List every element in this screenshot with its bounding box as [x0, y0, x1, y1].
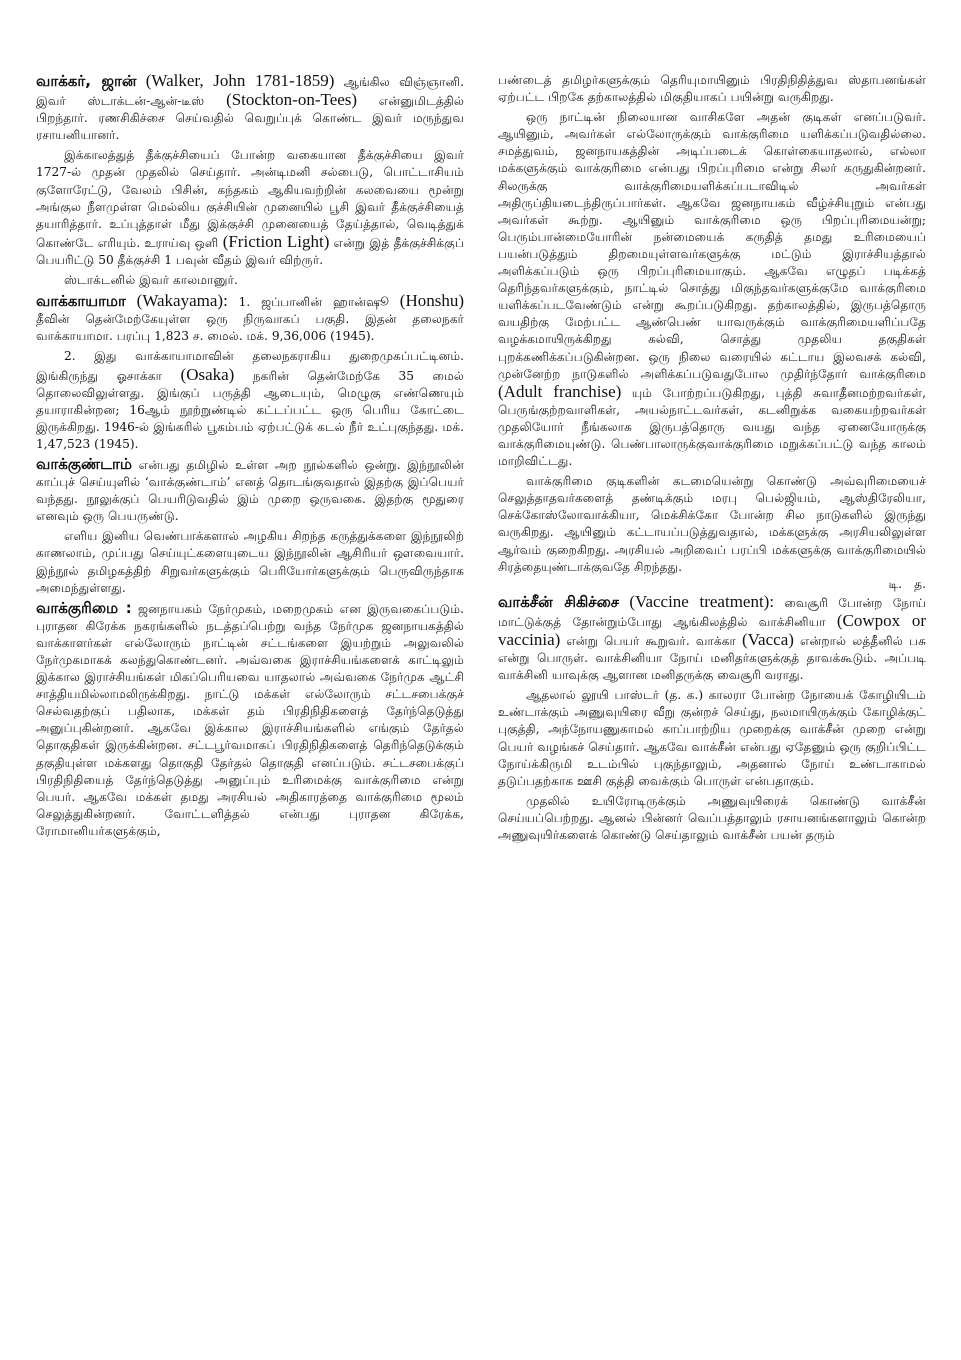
entry-vaccine-treatment [498, 593, 926, 684]
right-column [498, 72, 926, 847]
latin-term: (Osaka) [180, 364, 235, 384]
paragraph: என்று பெயர் கூறுவர். வாக்கா [566, 634, 736, 648]
latin-term: (Cowpox or vaccinia) [498, 610, 926, 649]
paragraph-block [36, 147, 464, 269]
latin-term: (Honshu) [399, 291, 465, 311]
entry-vakkundam [36, 456, 464, 525]
latin-term: (Friction Light) [222, 231, 330, 251]
entry-vakkurimai [36, 600, 464, 840]
paragraph: முதலில் உயிரோடிருக்கும் அணுவுயிரைக் கொண்டு வாக்சீன் செய்யப்பெற்றது. ஆனல் பின்னர் வெப்பத்தாலும் ரசாயனங்களாலும் கொன்ற அணுவுயிர்களைக் கொண்டு செய்தாலும் வாக்சீன் பயன் தரும் [498, 793, 926, 843]
entry-wakayama [36, 292, 464, 345]
paragraph: ஸ்டாக்டனில் இவர் காலமானுர். [64, 273, 238, 288]
entry-latin-name: (Walker, John 1781-1859) [145, 71, 335, 90]
paragraph-block [36, 348, 464, 453]
author-initials [498, 576, 926, 593]
entry-latin-name: (Vaccine treatment): [629, 591, 775, 611]
initial: டி. [888, 576, 903, 591]
entry-walker-john [36, 72, 464, 144]
paragraph: என்றால் லத்தீனில் பசு என்று பொருள். வாக்சினியா நோய் மனிதர்களுக்குத் தாவக்கூடும். அப்படி வாக்சினி யாவுக்கு ஆளான மனிதருக்கு வைசூரி வராது. [498, 634, 927, 683]
paragraph: ஆங்கில விஞ்ஞானி. இவர் ஸ்டாக்டன்-ஆன்-டீஸ் [36, 75, 464, 109]
paragraph: என்பது தமிழில் உள்ள அற நூல்களில் ஒன்று. இந்நூலின் காப்புச் செய்யுளில் ‘வாக்குண்டாம்’ எனத் தொடங்குவதால் இதற்கு இப்பெயர் வந்தது. நூலுக்குப் பெயரிடுவதில் இம் முறை ஒருவகை. இதற்கு மூதுரை எனவும் ஒரு பெயருண்டு. [36, 457, 464, 524]
paragraph: யும் போற்றப்படுகிறது, புத்தி சுவாதீனமற்றவர்கள், பெருங்குற்றவாளிகள், அயல்நாட்டவர்கள், கடனிறுக்க வகையற்றவர்கள் முதலியோர் நீங்கலாக இருபத்தொரு வயது வந்த ஏனையோருக்கு வாக்குரிமையுண்டு. பெண்பாலாருக்குவாக்குரிமை மறுக்கப்பட்டு வந்த காலம் மாறிவிட்டது. [498, 385, 927, 469]
entry-heading: வாக்கர், ஜான் [36, 72, 137, 90]
paragraph: ஆதலால் லூயி பாஸ்டர் (த. க.) காலரா போன்ற நோயைக் கோழியிடம் உண்டாக்கும் அணுவுயிரை வீறு குன்றச் செய்து, நலமாயிருக்கும் கோழிக்குட் புகுத்தி, அந்நோயணுகாமல் காப்பாற்றிய முறைக்கு வாக்சீன் முறை என்று பெயர் வழங்கச் செய்தார். ஆகவே வாக்சீன் என்பது ஏதேனும் ஒரு குறிப்பிட்ட நோய்க்கிருமி உடம்பில் புகுந்தாலும், அதனால் நோய் உண்டாகாமல் தடுப்பதற்காக ஊசி குத்தி வைக்கும் பொருள் என்பதாகும். [498, 688, 926, 788]
entry-heading: வாக்குரிமை : [36, 598, 132, 617]
paragraph: 1. ஜப்பானின் ஹான்ஷூ [238, 295, 389, 310]
paragraph: ஒரு நாட்டின் நிலையான வாசிகளே அதன் குடிகள் எனப்படுவர். ஆயினும், அவர்கள் எல்லோருக்கும் வாக்குரிமை யளிக்கப்படுவதில்லை. சமத்துவம், ஜனநாயகத்தின் அடிப்படைக் கொள்கையாதலால், எல்லா மக்களுக்கும் வாக்குரிமை என்பது பிறப்புரிமை என்று சிலர் கருதுகின்றனர். சிலருக்கு வாக்குரிமையளிக்கப்படாவிடில் அவர்கள் அதிருப்தியடைந்திருப்பார்கள். ஆகவே ஜனநாயகம் வீழ்ச்சியுறும் என்பது அவர்கள் கூற்று. ஆயினும் வாக்குரிமை ஒரு பிறப்புரிமையன்று; பெரும்பான்மையோரின் நன்மையைக் கருதித் தமது உரிமையைப் பயன்படுத்தும் திறமையுள்ளவர்களுக்கு மட்டும் இராச்சியத்தால் அளிக்கப்படும் ஒரு பிறப்புரிமையாகும். ஆகவே எழுதப் படிக்கத் தெரிந்தவர்களுக்கும், நாட்டில் சொத்து மிகுந்தவர்களுக்குமே வாக்குரிமை யளிக்கப்படவேண்டும் என்று கூறப்படுகிறது. தற்காலத்தில், இருபத்தொரு வயதிற்கு மேற்பட்ட ஆண்பெண் யாவருக்கும் வாக்குரிமையளிப்பதே வழக்கமாயிருக்கிறது கல்வி, சொத்து முதலிய தகுதிகள் புறக்கணிக்கப்படுகின்றன. ஒரு நிலை வரையில் கட்டாய இலவசக் கல்வி, முன்னேற்ற நாடுகளில் அளிக்கப்படுவதுபோல முதிர்ந்தோர் வாக்குரிமை [498, 110, 926, 381]
entry-heading: வாக்குண்டாம் [36, 454, 132, 473]
entry-heading: வாக்சீன் சிகிச்சை [498, 592, 620, 611]
initial: த. [914, 576, 926, 591]
paragraph: என்னுமிடத்தில் பிறந்தார். ரணசிகிச்சை செய்வதில் வெறுப்புக் கொண்ட இவர் மருந்துவ ரசாயனியானர். [36, 94, 464, 143]
entry-heading: வாக்காயாமா [36, 292, 126, 311]
paragraph: பண்டைத் தமிழர்களுக்கும் தெரியுமாயினும் பிரதிநிதித்துவ ஸ்தாபனங்கள் ஏற்பட்ட பிறகே தற்காலத்தில் மிகுதியாகப் பயின்று வருகிறது. [498, 73, 926, 105]
paragraph: ஜனநாயகம் நேர்முகம், மறைமுகம் என இருவகைப்படும். புராதன கிரேக்க நகரங்களில் நடத்தப்பெற்று வந்த நேர்முக ஜனநாயகத்தில் வாக்காளர்கள் எல்லோரும் நாட்டின் சட்டங்களை இயற்றும் அலுவலில் நேர்முகமாகக் கலந்துகொண்டனர். அவ்வகை இராச்சியங்களைக் காட்டிலும் இக்கால இராச்சியங்கள் மிகப்பெரியவை யாதலால் அவ்வகை நேர்முக ஆட்சி சாத்தியமில்லாமலிருக்கிறது. நாட்டு மக்கள் எல்லோரும் சட்டசபைக்குச் செல்வதற்குப் பதிலாக, மக்கள் தம் பிரதிநிதிகளைத் தேர்ந்தெடுத்து அனுப்புகின்றனர். ஆகவே இக்கால இராச்சியங்களில் எங்கும் தேர்தல் தொகுதிகள் இருக்கின்றன. சட்டபூர்வமாகப் பிரதிநிதிகளைத் தெரிந்தெடுக்கும் தகுதியுள்ள மக்களது தொகுதி தேர்தல் தொகுதி எனப்படும். சட்டசபைக்குப் பிரதிநிதியைத் தேர்ந்தெடுத்து அனுப்பும் உரிமைக்கு வாக்குரிமை என்று பெயர். ஆகவே மக்கள் தமது அரசியல் அதிகாரத்தை வாக்குரிமை மூலம் செலுத்துகின்றனர். வோட்டளித்தல் என்பது புராதன கிரேக்க, ரோமானியர்களுக்கும், [36, 601, 465, 838]
latin-term: (Adult franchise) [498, 381, 622, 401]
paragraph: நகரின் தென்மேற்கே 35 மைல் தொலைவிலுள்ளது. இங்குப் பருத்தி ஆடையும், மெழுகு எண்ணெயும் தயாராகின்றன; 16ஆம் நூற்றுண்டில் கட்டப்பட்ட ஒரு பெரிய கோட்டை இருக்கிறது. 1946-ல் இங்கரில் பூகம்பம் ஏற்பட்டுக் கடல் நீர் உட்புகுந்தது. மக். 1,47,523 (1945). [36, 368, 465, 451]
latin-term: (Stockton-on-Tees) [226, 90, 358, 110]
entry-latin-name: (Wakayama): [136, 291, 228, 311]
left-column [36, 72, 464, 843]
paragraph: 2. இது வாக்காயாமாவின் தலைநகராகிய துறைமுகப்பட்டினம். இங்கிருந்து ஓசாக்கா [36, 349, 464, 383]
paragraph: வாக்குரிமை குடிகளின் கடமையென்று கொண்டு அவ்வுரிமையைச் செலுத்தாதவர்களைத் தண்டிக்கும் மரபு பெல்ஜியம், ஆஸ்திரேலியா, செக்கோஸ்லோவாக்கியா, மெக்சிக்கோ போன்ற சில நாடுகளில் இருந்து வருகிறது. ஆயினும் கட்டாயப்படுத்துவதால், மக்களுக்கு அரசியலிலுள்ள ஆர்வம் குறைகிறது. அரசியல் அறிவைப் பரப்பி மக்களுக்கு வாக்குரிமையில் சிரத்தையுண்டாக்குவதே சிறந்தது. [498, 474, 926, 574]
paragraph: எளிய இனிய வெண்பாக்களால் அழகிய சிறந்த கருத்துக்களை இந்நூலிற் காணலாம், முப்பது செய்யுட்களையுடைய இந்நூலின் ஆசிரியர் ஔவையார். இந்நூல் தமிழகத்திற் சிறுவர்களுக்கும் பெரியோர்களுக்கும் பெருவிருந்தாக அமைந்துள்ளது. [36, 529, 464, 595]
paragraph: தீவின் தென்மேற்கேயுள்ள ஒரு நிருவாகப் பகுதி. இதன் தலைநகர் வாக்காயாமா. பரப்பு 1,823 ச. மைல். மக். 9,36,006 (1945). [36, 312, 464, 344]
paragraph: இக்காலத்துத் தீக்குச்சியைப் போன்ற வகையான தீக்குச்சியை இவர் 1727-ல் முதன் முதலில் செய்தார். அன்டிமனி சல்பைடு, பொட்டாசியம் குளோரேட்டு, வேலம் பிசின், கந்தகம் ஆகியவற்றின் கலவையை மூன்று அங்குல நீளமுள்ள மெல்லிய குச்சியின் முனையில் பூசி இவர் தீக்குச்சியைத் தயாரித்தார். உப்புத்தாள் மீது இக்குச்சி முனையைத் தேய்த்தால், வெடித்துக் கொண்டே எரியும். உராய்வு ஒளி [36, 148, 464, 250]
paragraph: வைசூரி போன்ற நோய் மாட்டுக்குத் தோன்றும்போது ஆங்கிலத்தில் வாக்சினியா [498, 595, 927, 629]
latin-term: (Vacca) [742, 630, 794, 649]
paragraph-block [498, 109, 926, 470]
paragraph: என்று இத் தீக்குச்சிக்குப் பெயரிட்டு 50 தீக்குச்சி 1 பவுன் வீதம் இவர் விற்ருர். [36, 235, 465, 267]
